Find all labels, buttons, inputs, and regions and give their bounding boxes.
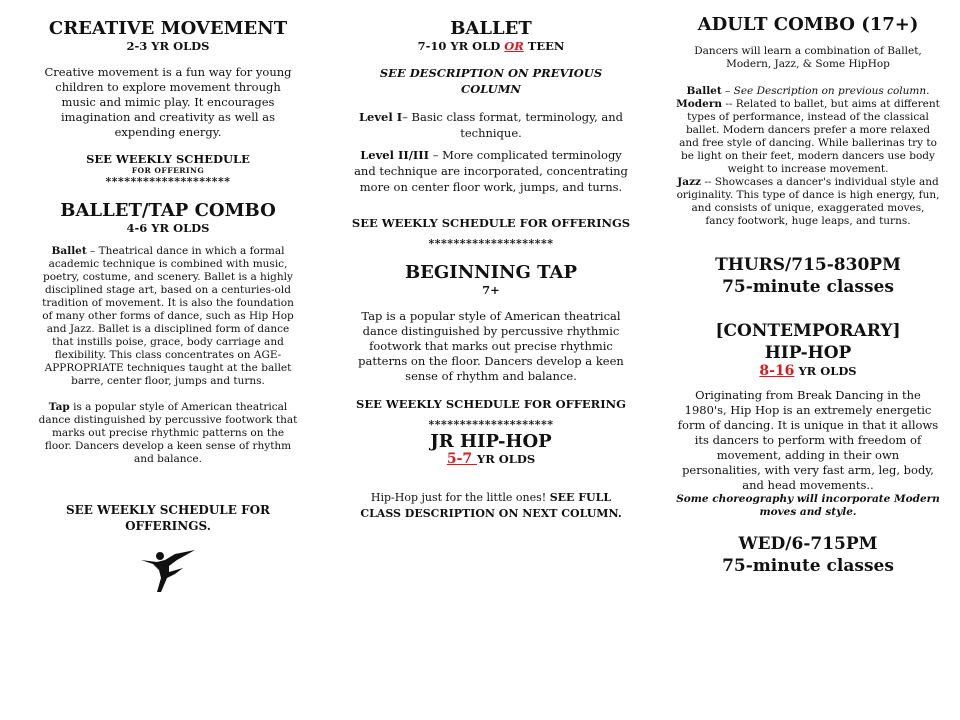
adult-ballet-desc bbox=[676, 85, 940, 98]
level2-text: – More complicated terminology and technique are incorporated, concentrating more on center floor work, jumps, and turns. bbox=[354, 148, 628, 194]
jr-hiphop-desc bbox=[350, 490, 632, 522]
modern-label: Modern bbox=[676, 98, 722, 110]
ballet-tap-combo-title: BALLET/TAP COMBO bbox=[60, 200, 276, 221]
ballet-age-range: 7-10 YR OLD bbox=[417, 39, 505, 53]
thursday-length: 75-minute classes bbox=[722, 277, 894, 297]
jazz-text: -- Showcases a dancer's individual style and originality. This type of dance is high energy, fun, and consists of unique, exaggerated moves, fancy footwork, huge leaps, and turns. bbox=[676, 176, 940, 227]
ballet-description bbox=[38, 245, 298, 388]
adult-combo-title: ADULT COMBO (17+) bbox=[697, 14, 919, 35]
beginning-tap-age: 7+ bbox=[482, 283, 500, 297]
beginning-tap-desc: Tap is a popular style of American theatrical dance distinguished by percussive rhythmic footwork that marks out precise rhythmic patterns on the floor. Dancers develop a keen sense of rhythm and balance. bbox=[358, 309, 624, 383]
level1-text: – Basic class format, terminology, and technique. bbox=[402, 110, 624, 140]
combo-schedule: SEE WEEKLY SCHEDULE FOR OFFERINGS. bbox=[65, 503, 271, 533]
modern-text: -- Related to ballet, but aims at different types of performance, instead of the classical ballet. Modern dancers prefer a more relaxed and free style of dancing. While ballerinas try to be light on their feet, modern dancers use body weight to increase movement. bbox=[679, 98, 940, 175]
level1-description bbox=[350, 109, 632, 141]
tap-schedule: SEE WEEKLY SCHEDULE FOR OFFERING bbox=[356, 397, 626, 411]
jr-hiphop-title: JR HIP-HOP bbox=[430, 431, 552, 452]
ballet-age bbox=[350, 39, 632, 53]
jr-age-range: 5-7 bbox=[446, 451, 477, 467]
jazz-label: Jazz bbox=[677, 176, 701, 188]
ballet-tap-combo-age: 4-6 YR OLDS bbox=[126, 221, 210, 235]
ballet-label: Ballet bbox=[51, 245, 87, 257]
contemporary-title: [CONTEMPORARY] bbox=[715, 321, 901, 341]
tap-text: is a popular style of American theatrical dance distinguished by percussive footwork that marks out precise rhythmic patterns on the floor. Dancers develop a keen sense of rhythm and balance. bbox=[38, 401, 298, 465]
creative-offering: FOR OFFERING bbox=[131, 166, 205, 175]
tap-description bbox=[38, 401, 298, 466]
jr-see-more: SEE FULL CLASS DESCRIPTION ON NEXT COLUMN. bbox=[360, 491, 622, 520]
thursday-time: THURS/715-830PM bbox=[715, 255, 901, 275]
level2-description bbox=[350, 147, 632, 195]
creative-movement-desc: Creative movement is a fun way for young children to explore movement through music and mimic play. It encourages imagination and creativity as well as expending energy. bbox=[44, 65, 292, 139]
divider-stars: ******************** bbox=[428, 418, 554, 431]
level2-label: Level II/III bbox=[360, 148, 430, 162]
hiphop-note: Some choreography will incorporate Modern moves and style. bbox=[676, 493, 940, 518]
jr-age-label: YR OLDS bbox=[477, 452, 536, 466]
creative-movement-age: 2-3 YR OLDS bbox=[126, 39, 210, 53]
beginning-tap-title: BEGINNING TAP bbox=[404, 262, 578, 283]
adult-modern-desc bbox=[676, 98, 940, 176]
hiphop-age-range: 8-16 bbox=[759, 363, 795, 379]
ballet-text: – Theatrical dance in which a formal academic technique is combined with music, poetry, costume, and scenery. Ballet is a highly disciplined stage art, based on a centuries-old tradition of movement. It is also the foundation of many other forms of dance, such as Hip Hop and Jazz. Ballet is a disciplined form of dance that instills poise, grace, body carriage and flexibility. This class concentrates on AGE-APPROPRIATE techniques taught at the ballet barre, center floor, jumps and turns. bbox=[42, 245, 294, 387]
divider-stars: ******************** bbox=[105, 175, 231, 188]
wednesday-time: WED/6-715PM bbox=[738, 534, 878, 554]
adult-ballet-text: – See Description on previous column. bbox=[721, 85, 930, 97]
wednesday-length: 75-minute classes bbox=[722, 556, 894, 576]
jr-hiphop-age bbox=[350, 452, 632, 466]
divider-stars: ******************** bbox=[428, 237, 554, 250]
ballet-title: BALLET bbox=[450, 18, 532, 39]
column-middle bbox=[350, 0, 632, 522]
adult-combo-desc: Dancers will learn a combination of Ballet, Modern, Jazz, & Some HipHop bbox=[694, 45, 922, 70]
creative-movement-title: CREATIVE MOVEMENT bbox=[48, 18, 288, 39]
ballet-age-teen: TEEN bbox=[523, 39, 565, 53]
jr-desc-text: Hip-Hop just for the little ones! bbox=[370, 491, 550, 504]
level1-label: Level I bbox=[358, 110, 403, 124]
adult-ballet-label: Ballet bbox=[686, 85, 722, 97]
tap-label: Tap bbox=[48, 401, 70, 413]
hiphop-age bbox=[676, 364, 940, 378]
see-description: SEE DESCRIPTION ON PREVIOUS COLUMN bbox=[379, 66, 603, 96]
ballet-schedule: SEE WEEKLY SCHEDULE FOR OFFERINGS bbox=[351, 216, 631, 230]
hiphop-age-label: YR OLDS bbox=[794, 364, 857, 378]
column-left bbox=[38, 0, 298, 594]
column-right bbox=[676, 0, 940, 577]
ballet-age-or: OR bbox=[504, 39, 524, 53]
adult-jazz-desc bbox=[676, 176, 940, 228]
hiphop-desc: Originating from Break Dancing in the 1980's, Hip Hop is an extremely energetic form of dancing. It is unique in that it allows its dancers to perform with freedom of movement, adding in their own personalities, with very fast arm, leg, body, and head movements.. bbox=[677, 388, 939, 492]
dancer-icon bbox=[139, 548, 197, 594]
hiphop-title: HIP-HOP bbox=[764, 343, 852, 363]
creative-schedule: SEE WEEKLY SCHEDULE bbox=[86, 152, 250, 166]
